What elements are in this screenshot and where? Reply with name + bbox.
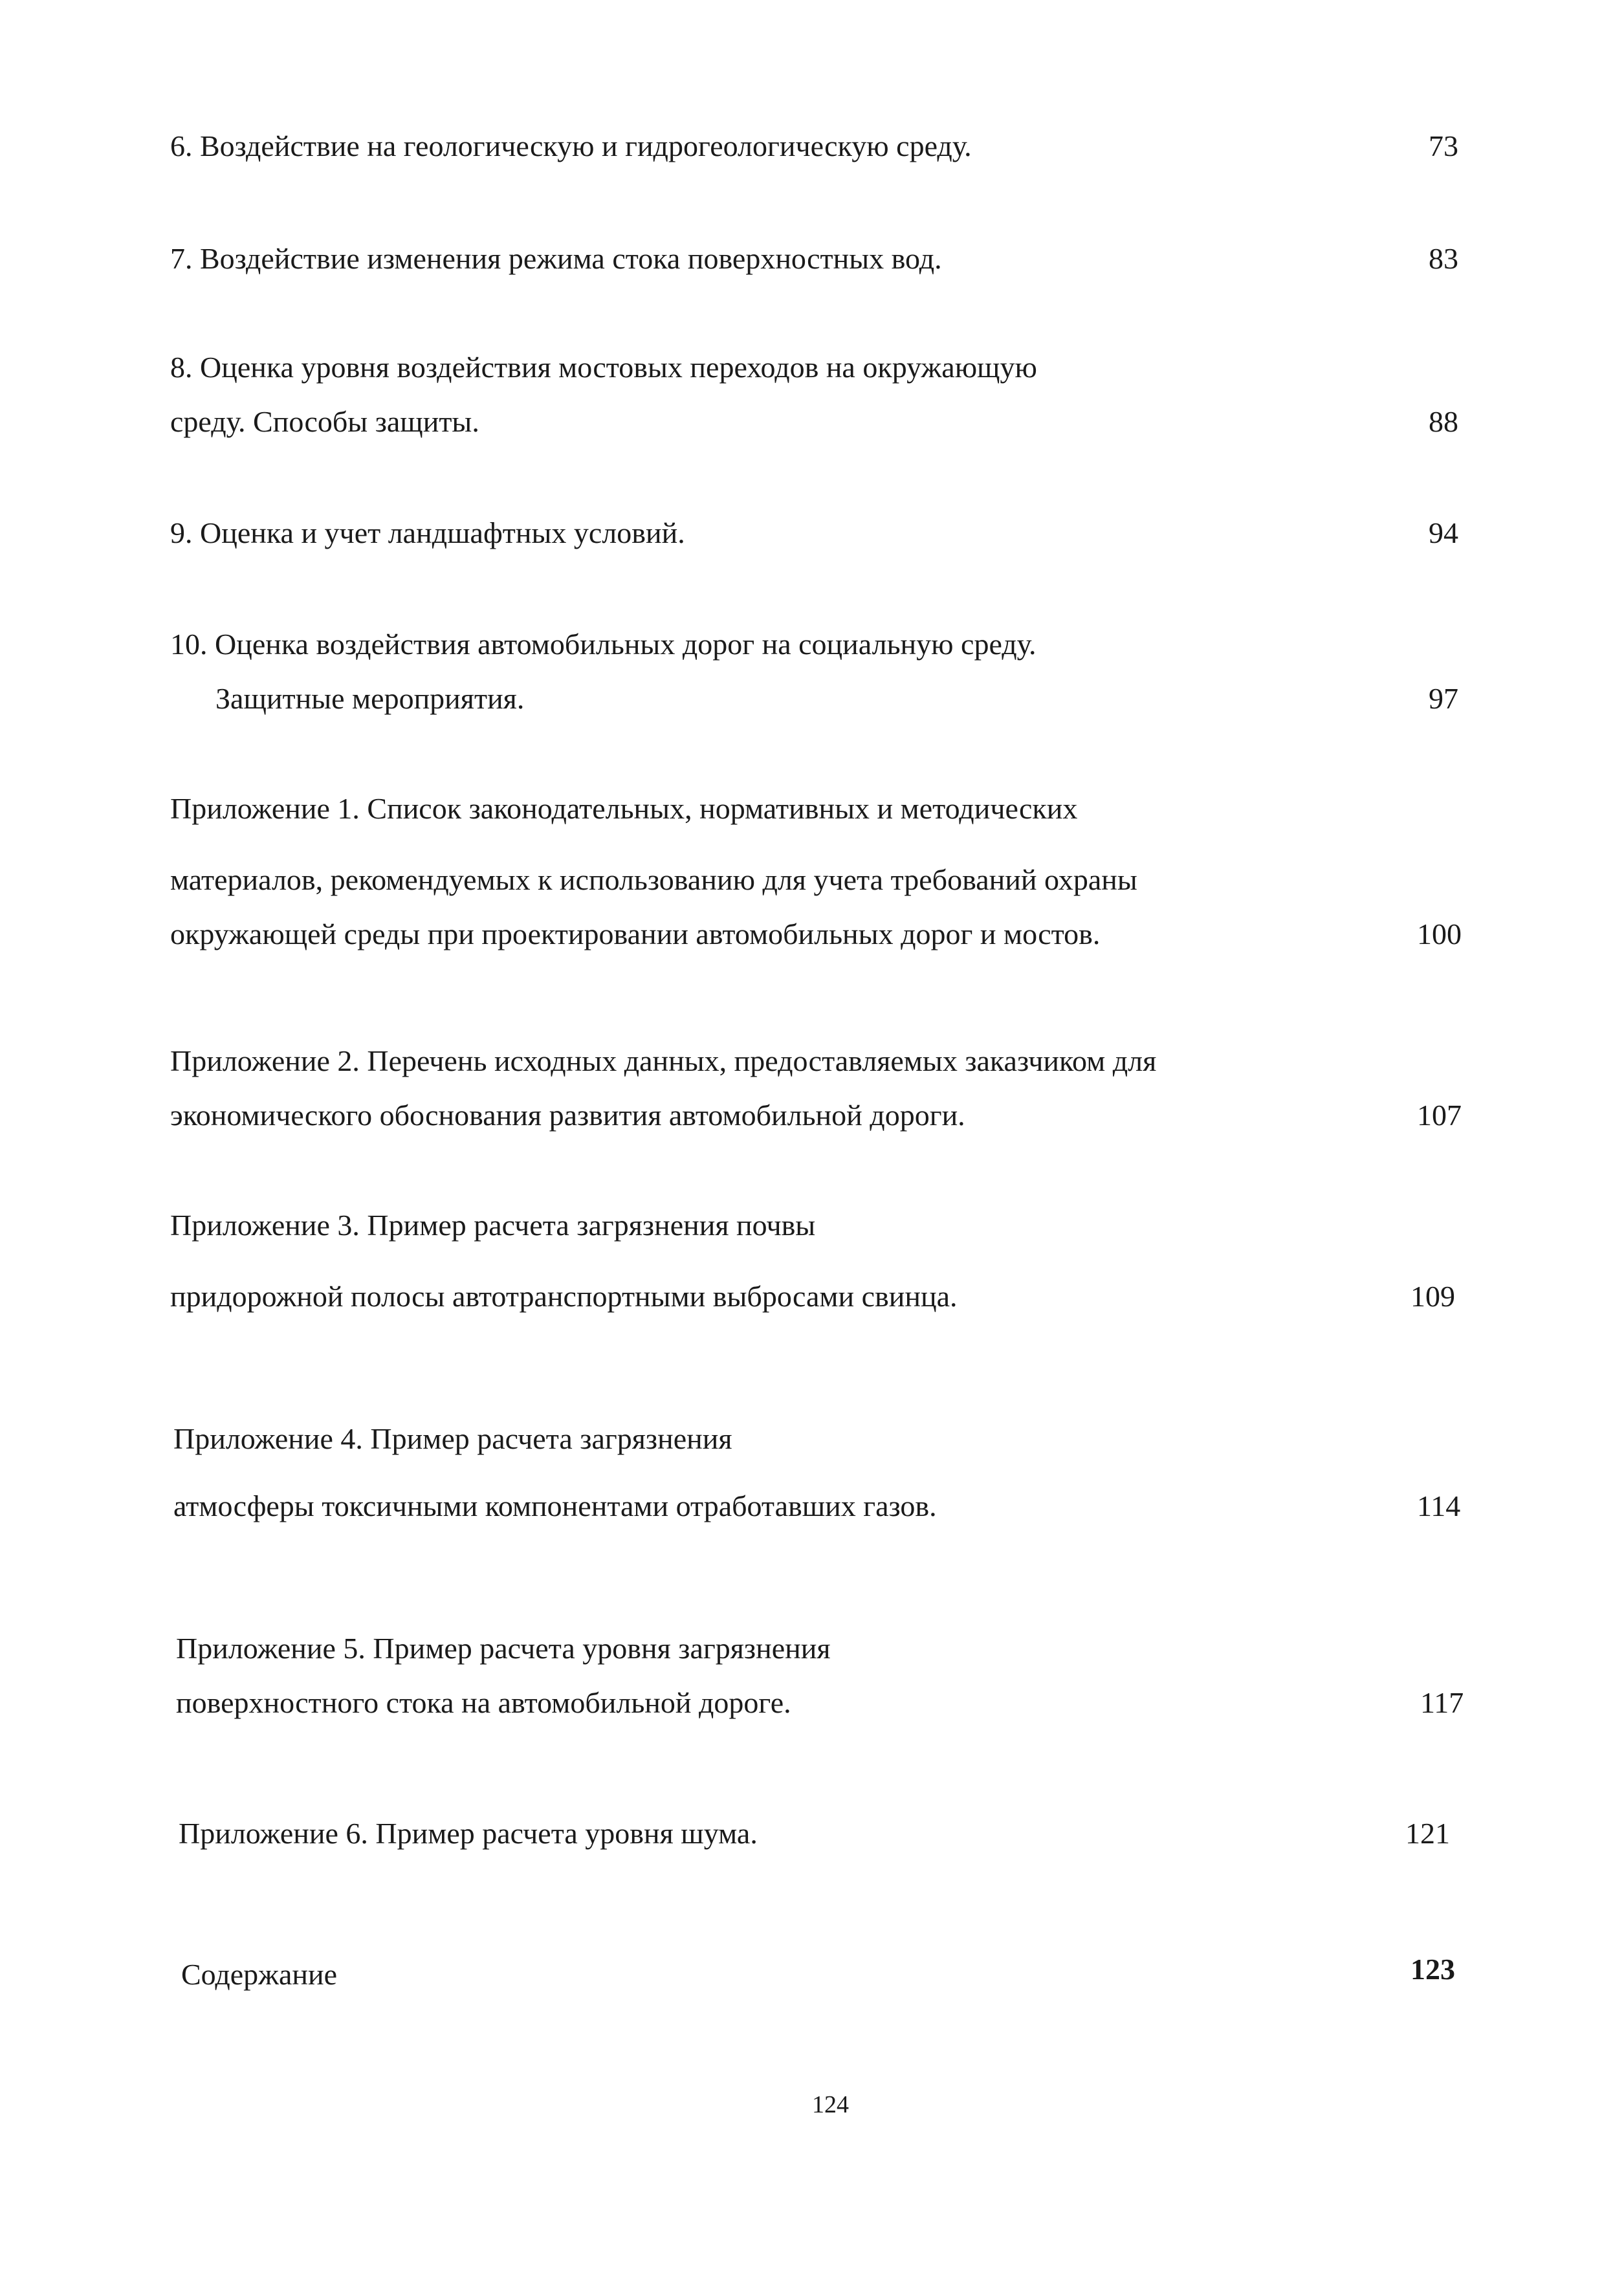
- toc-entry-7-line-1: 7. Воздействие изменения режима стока поверхностных вод.: [170, 242, 942, 275]
- page-number: 124: [812, 2091, 849, 2118]
- toc-entry-6-page: 73: [1429, 129, 1458, 162]
- toc-entry-7-page: 83: [1429, 242, 1458, 275]
- toc-appendix-2-page: 107: [1417, 1099, 1462, 1132]
- toc-appendix-5-line-1: Приложение 5. Пример расчета уровня загрязнения: [176, 1632, 831, 1665]
- toc-contents-page: 123: [1410, 1953, 1455, 1986]
- toc-appendix-6-line-1: Приложение 6. Пример расчета уровня шума.: [179, 1817, 758, 1850]
- toc-entry-10-line-2: Защитные мероприятия.: [215, 682, 525, 715]
- toc-appendix-4-line-1: Приложение 4. Пример расчета загрязнения: [173, 1422, 732, 1455]
- toc-entry-8-line-2: среду. Способы защиты.: [170, 405, 479, 438]
- toc-appendix-3-line-2: придорожной полосы автотранспортными выбросами свинца.: [170, 1280, 958, 1313]
- toc-appendix-1-page: 100: [1417, 917, 1462, 950]
- toc-appendix-4-line-2: атмосферы токсичными компонентами отработавших газов.: [173, 1489, 937, 1522]
- toc-entry-8-line-1: 8. Оценка уровня воздействия мостовых переходов на окружающую: [170, 351, 1037, 384]
- toc-entry-10-page: 97: [1429, 682, 1458, 715]
- toc-entry-9-page: 94: [1429, 516, 1458, 549]
- toc-appendix-5-line-2: поверхностного стока на автомобильной дороге.: [176, 1686, 791, 1719]
- toc-appendix-6-page: 121: [1405, 1817, 1450, 1850]
- toc-entry-10-line-1: 10. Оценка воздействия автомобильных дорог на социальную среду.: [170, 628, 1037, 661]
- toc-appendix-3-line-1: Приложение 3. Пример расчета загрязнения почвы: [170, 1209, 816, 1242]
- toc-appendix-2-line-1: Приложение 2. Перечень исходных данных, предоставляемых заказчиком для: [170, 1044, 1157, 1077]
- toc-entry-9-line-1: 9. Оценка и учет ландшафтных условий.: [170, 516, 685, 549]
- toc-appendix-2-line-2: экономического обоснования развития автомобильной дороги.: [170, 1099, 965, 1132]
- toc-entry-8-page: 88: [1429, 405, 1458, 438]
- toc-appendix-1-line-2: материалов, рекомендуемых к использованию для учета требований охраны: [170, 863, 1137, 896]
- toc-contents-line-1: Содержание: [181, 1958, 338, 1991]
- toc-appendix-3-page: 109: [1410, 1280, 1455, 1313]
- toc-entry-6-line-1: 6. Воздействие на геологическую и гидрогеологическую среду.: [170, 129, 972, 162]
- toc-appendix-1-line-1: Приложение 1. Список законодательных, нормативных и методических: [170, 792, 1078, 825]
- toc-appendix-1-line-3: окружающей среды при проектировании автомобильных дорог и мостов.: [170, 917, 1101, 950]
- toc-appendix-5-page: 117: [1420, 1686, 1464, 1719]
- toc-appendix-4-page: 114: [1417, 1489, 1461, 1522]
